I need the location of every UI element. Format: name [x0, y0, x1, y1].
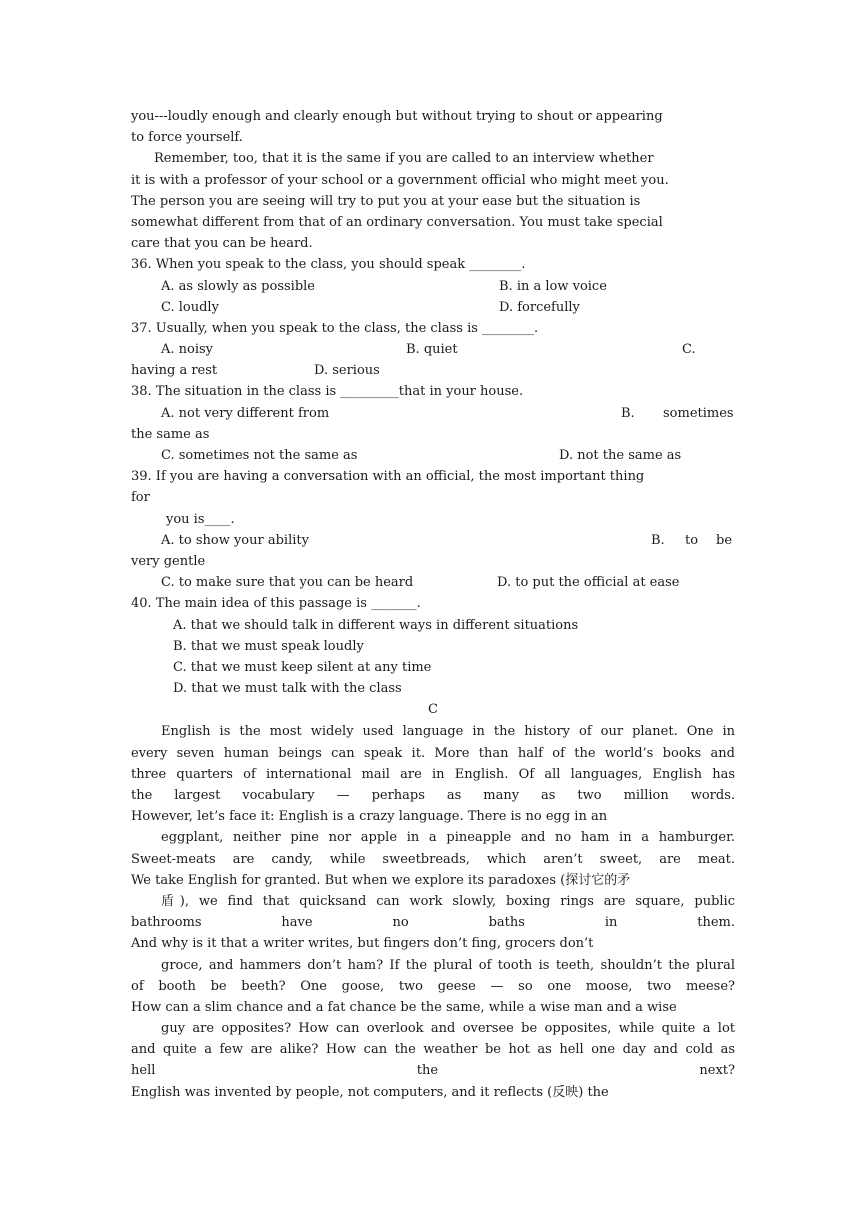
paragraph-line: However, let’s face it: English is a crazy language. There is no egg in an [131, 809, 608, 825]
question-37-options-row [131, 360, 735, 381]
option-d: D. serious [314, 363, 380, 379]
option-c-text: having a rest [131, 363, 218, 379]
paragraph-line: eggplant, neither pine nor apple in a pineapple and no ham in a hamburger. [161, 830, 735, 846]
paragraph-line: of booth be beeth? One goose, two geese — so one moose, two meese? [131, 978, 735, 994]
paragraph-line: the largest vocabulary — perhaps as many as two million words. [131, 788, 735, 803]
option-d: D. forcefully [499, 299, 580, 315]
paragraph-line: care that you can be heard. [131, 236, 313, 252]
option-b-word: to [685, 532, 699, 548]
section-heading: C [428, 702, 438, 718]
paragraph-line: We take English for granted. But when we explore its paradoxes (探讨它的矛 [131, 872, 631, 888]
option-c: C. sometimes not the same as [161, 448, 358, 463]
paragraph-line: to force yourself. [131, 130, 243, 146]
option-d: D. not the same as [559, 448, 682, 463]
paragraph-line: hell the next? [131, 1063, 735, 1079]
option-b-word: sometimes [663, 405, 734, 421]
option-a: A. as slowly as possible [161, 278, 316, 294]
option-c: C. that we must keep silent at any time [173, 659, 432, 675]
option-b: B. in a low voice [499, 278, 607, 294]
option-b-continued: very gentle [131, 553, 206, 569]
option-b: B. quiet [406, 342, 458, 358]
question-39-options-row [131, 572, 735, 593]
paragraph-line: somewhat different from that of an ordinary conversation. You must take special [131, 214, 663, 230]
paragraph-line: The person you are seeing will try to put you at your ease but the situation is [131, 193, 641, 209]
option-b-continued: the same as [131, 426, 210, 442]
option-d: D. to put the official at ease [497, 575, 680, 591]
question-36-options-row [131, 276, 735, 297]
question-39-options-row [131, 530, 735, 551]
paragraph-line: groce, and hammers don’t ham? If the plural of tooth is teeth, shouldn’t the plural [161, 957, 735, 973]
option-c: C. loudly [161, 299, 219, 315]
paragraph-line: guy are opposites? How can overlook and oversee be opposites, while quite a lot [161, 1021, 735, 1037]
paragraph-line: every seven human beings can speak it. More than half of the world’s books and [131, 745, 735, 761]
question-39-continued: for [131, 490, 150, 506]
document-body [131, 106, 735, 1124]
option-b-label: B. [651, 532, 665, 548]
option-a: A. noisy [161, 342, 214, 358]
question-37-options-row [131, 339, 735, 360]
question-40: 40. The main idea of this passage is _______. [131, 596, 421, 612]
paragraph-line [131, 1103, 735, 1124]
paragraph-line: Sweet-meats are candy, while sweetbreads, which aren’t sweet, are meat. [131, 851, 735, 867]
option-a: A. to show your ability [161, 532, 309, 548]
option-d: D. that we must talk with the class [173, 681, 402, 697]
paragraph-line: and quite a few are alike? How can the weather be hot as hell one day and cold as [131, 1042, 735, 1058]
paragraph-line: English is the most widely used language in the history of our planet. One in [161, 724, 735, 740]
question-36-options-row [131, 297, 735, 318]
question-36: 36. When you speak to the class, you should speak ________. [131, 257, 526, 273]
option-c: C. to make sure that you can be heard [161, 575, 414, 591]
question-39: 39. If you are having a conversation with an official, the most important thing [131, 469, 645, 485]
option-b: B. that we must speak loudly [173, 638, 364, 654]
question-38-options-row [131, 403, 735, 424]
question-38: 38. The situation in the class is _________that in your house. [131, 384, 524, 400]
paragraph-line: And why is it that a writer writes, but fingers don’t fing, grocers don’t [131, 936, 594, 952]
paragraph-line: bathrooms have no baths in them. [131, 915, 735, 931]
question-39-continued: you is____. [166, 511, 235, 527]
paragraph-line: you---loudly enough and clearly enough but without trying to shout or appearing [131, 109, 663, 124]
option-a: A. that we should talk in different ways in different situations [173, 617, 579, 633]
option-b-label: B. [621, 405, 635, 421]
paragraph-line: Remember, too, that it is the same if you are called to an interview whether [154, 151, 654, 167]
option-b-word: be [716, 532, 733, 548]
paragraph-line: English was invented by people, not computers, and it reflects (反映) the [131, 1084, 609, 1100]
paragraph-line: How can a slim chance and a fat chance be the same, while a wise man and a wise [131, 999, 677, 1015]
paragraph-line: three quarters of international mail are in English. Of all languages, English has [131, 766, 735, 782]
option-c-label: C. [682, 342, 696, 358]
paragraph-line: 盾), we find that quicksand can work slowly, boxing rings are square, public [161, 893, 735, 909]
paragraph-line: it is with a professor of your school or a government official who might meet you. [131, 172, 669, 188]
question-37: 37. Usually, when you speak to the class, the class is ________. [131, 320, 539, 336]
option-a: A. not very different from [161, 405, 330, 421]
question-38-options-row [131, 445, 735, 466]
